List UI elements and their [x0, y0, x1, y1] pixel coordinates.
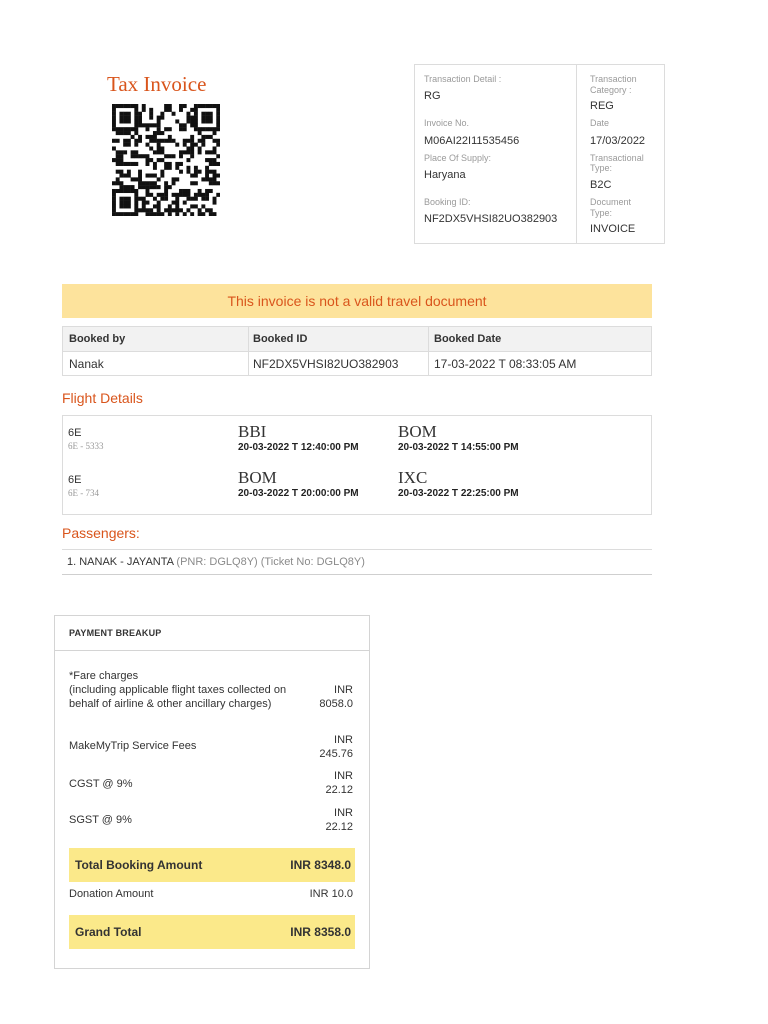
flight-airline-code: 6E [68, 474, 82, 486]
place-of-supply-value: Haryana [424, 169, 466, 181]
document-type-label-1: Document [590, 197, 632, 207]
donation-amount-label: Donation Amount [69, 888, 154, 900]
flight-destination: IXC [398, 468, 428, 487]
passenger-row [67, 556, 365, 568]
booked-by-value: Nanak [69, 357, 104, 371]
service-fees-amount: INR 245.76 [319, 734, 353, 760]
divider [62, 574, 652, 575]
booking-table-header [63, 327, 651, 352]
flight-departure-time: 20-03-2022 T 20:00:00 PM [238, 488, 359, 499]
invalid-document-banner: This invoice is not a valid travel document [62, 284, 652, 318]
flight-origin: BBI [238, 422, 267, 441]
flight-arrival-time: 20-03-2022 T 14:55:00 PM [398, 442, 519, 453]
grand-total-row [69, 915, 355, 949]
donation-amount-value: INR 10.0 [309, 888, 353, 900]
booking-id-value: NF2DX5VHSI82UO382903 [424, 213, 558, 225]
transactional-type-value: B2C [590, 179, 612, 191]
flight-arrival-time: 20-03-2022 T 22:25:00 PM [398, 488, 519, 499]
grand-total-label: Grand Total [75, 925, 142, 939]
flight-destination: BOM [398, 422, 437, 441]
payment-breakup-box [54, 615, 370, 969]
flight-number: 6E - 5333 [68, 441, 104, 451]
transaction-left-column [415, 65, 577, 243]
booked-date-header: Booked Date [434, 333, 502, 345]
cgst-amount: INR 22.12 [325, 770, 353, 796]
transaction-category-value: REG [590, 100, 614, 112]
payment-breakup-heading: PAYMENT BREAKUP [69, 628, 162, 638]
transaction-details-box [414, 64, 665, 244]
flight-departure-time: 20-03-2022 T 12:40:00 PM [238, 442, 359, 453]
total-booking-amount-label: Total Booking Amount [75, 858, 203, 872]
booked-id-header: Booked ID [253, 333, 308, 345]
total-booking-amount-value: INR 8348.0 [290, 858, 351, 872]
booked-by-header: Booked by [69, 333, 126, 345]
place-of-supply-label: Place Of Supply: [424, 153, 492, 163]
cgst-label: CGST @ 9% [69, 778, 133, 790]
transaction-detail-label: Transaction Detail : [424, 74, 502, 84]
flight-details-box [62, 415, 652, 515]
sgst-label: SGST @ 9% [69, 814, 132, 826]
booked-id-value: NF2DX5VHSI82UO382903 [253, 357, 399, 371]
document-type-label-2: Type: [590, 208, 613, 218]
column-divider [248, 327, 249, 375]
divider [62, 549, 652, 550]
total-booking-amount-row [69, 848, 355, 882]
fare-charges-amount: INR 8058.0 [319, 684, 353, 710]
booked-date-value: 17-03-2022 T 08:33:05 AM [434, 357, 577, 371]
transaction-detail-value: RG [424, 90, 441, 102]
transaction-right-column [576, 65, 666, 243]
passenger-name: 1. NANAK - JAYANTA [67, 556, 174, 568]
page-title: Tax Invoice [107, 72, 207, 96]
flight-details-title: Flight Details [62, 390, 143, 406]
fare-charges-label: *Fare charges (including applicable flight taxes collected on behalf of airline & other ancillary charges) [69, 670, 287, 710]
payment-breakup-header [55, 616, 369, 651]
flight-number: 6E - 734 [68, 488, 99, 498]
passengers-title: Passengers: [62, 525, 140, 541]
sgst-amount: INR 22.12 [325, 807, 353, 833]
passenger-pnr-ticket: (PNR: DGLQ8Y) (Ticket No: DGLQ8Y) [176, 556, 365, 568]
transaction-category-label-2: Category : [590, 85, 632, 95]
qr-code [112, 104, 220, 216]
transactional-type-label-2: Type: [590, 163, 613, 173]
booking-summary-table [62, 326, 652, 376]
date-label: Date [590, 118, 610, 128]
service-fees-label: MakeMyTrip Service Fees [69, 740, 197, 752]
date-value: 17/03/2022 [590, 135, 646, 147]
transactional-type-label-1: Transactional [590, 153, 644, 163]
invoice-no-value: M06AI22I11535456 [424, 135, 520, 147]
flight-airline-code: 6E [68, 427, 82, 439]
invoice-no-label: Invoice No. [424, 118, 470, 128]
booking-id-label: Booking ID: [424, 197, 471, 207]
transaction-category-label-1: Transaction [590, 74, 637, 84]
document-type-value: INVOICE [590, 223, 636, 235]
flight-origin: BOM [238, 468, 277, 487]
column-divider [428, 327, 429, 375]
grand-total-value: INR 8358.0 [290, 925, 351, 939]
